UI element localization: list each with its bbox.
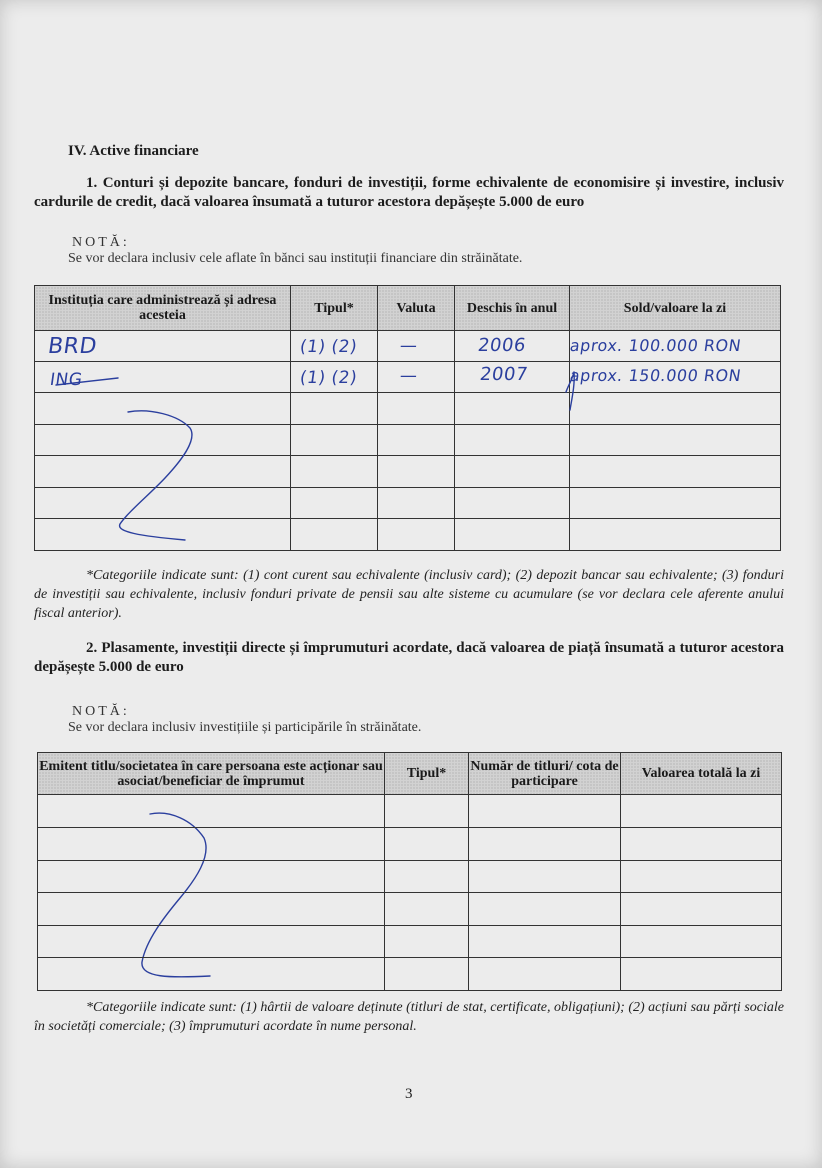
- col-header-numar-titluri: Număr de titluri/ cota de participare: [469, 753, 621, 795]
- hw-anul-1: 2006: [476, 335, 528, 356]
- section-1-nota-text: Se vor declara inclusiv cele aflate în bănci sau instituții financiare din străinătate.: [68, 251, 523, 266]
- hw-institutie-2: ING: [48, 370, 84, 390]
- hw-anul-2: 2007: [478, 364, 530, 385]
- col-header-institutie: Instituția care administrează și adresa acesteia: [35, 286, 291, 331]
- table-row: [38, 861, 782, 893]
- hw-valuta-2: —: [398, 366, 419, 386]
- hw-valuta-1: —: [398, 336, 419, 356]
- section-title: IV. Active financiare: [68, 143, 199, 159]
- section-1-footnote: *Categoriile indicate sunt: (1) cont curent sau echivalente (inclusiv card); (2) depozit bancar sau echivalente; (3) fonduri de investiții sau echivalente, inclusiv fonduri private de pensii sau alte sisteme cu acumulare (se vor declara cele aferente anului fiscal anterior).: [34, 568, 784, 621]
- table-row: [38, 926, 782, 958]
- hw-institutie-1: BRD: [46, 334, 99, 359]
- col-header-tipul: Tipul*: [291, 286, 378, 331]
- section-2-footnote: *Categoriile indicate sunt: (1) hârtii de valoare deținute (titluri de stat, certificate, obligațiuni); (2) acțiuni sau părți sociale în societăți comerciale; (3) împrumuturi acordate în nume personal.: [34, 1000, 784, 1034]
- table-row: [38, 958, 782, 991]
- col-header-anul: Deschis în anul: [455, 286, 570, 331]
- col-header-emitent: Emitent titlu/societatea în care persoana este acționar sau asociat/beneficiar de împrumut: [38, 753, 385, 795]
- section-1-heading: 1. Conturi și depozite bancare, fonduri de investiții, forme echivalente de economisire și investire, inclusiv cardurile de credit, dacă valoarea însumată a tuturor acestora depășește 5.000 de euro: [34, 175, 784, 210]
- hw-sold-2: aprox. 150.000 RON: [568, 366, 743, 385]
- table-row: [38, 795, 782, 828]
- investments-table: [37, 752, 782, 991]
- hw-tipul-2: (1) (2): [298, 368, 359, 388]
- hw-sold-underline: [566, 372, 574, 410]
- hw-tipul-1: (1) (2): [298, 337, 359, 357]
- hw-ing-underline: [56, 378, 118, 385]
- section-2-nota-text: Se vor declara inclusiv investițiile și participările în străinătate.: [68, 720, 422, 735]
- table-row: [38, 828, 782, 861]
- col-header-valuta: Valuta: [378, 286, 455, 331]
- col-header-tipul: Tipul*: [385, 753, 469, 795]
- col-header-valoare: Valoarea totală la zi: [621, 753, 782, 795]
- col-header-sold: Sold/valoare la zi: [570, 286, 781, 331]
- table-row: [38, 893, 782, 926]
- page-number: 3: [405, 1086, 413, 1102]
- hw-sold-1: aprox. 100.000 RON: [568, 336, 743, 355]
- section-1-nota-label: NOTĂ:: [72, 235, 130, 250]
- table-header-row: [38, 753, 782, 795]
- section-2-heading: 2. Plasamente, investiții directe și împrumuturi acordate, dacă valoarea de piață însumată a tuturor acestora depășește 5.000 de euro: [34, 640, 784, 675]
- table1-z-strike: [120, 411, 192, 540]
- section-2-nota-label: NOTĂ:: [72, 704, 130, 719]
